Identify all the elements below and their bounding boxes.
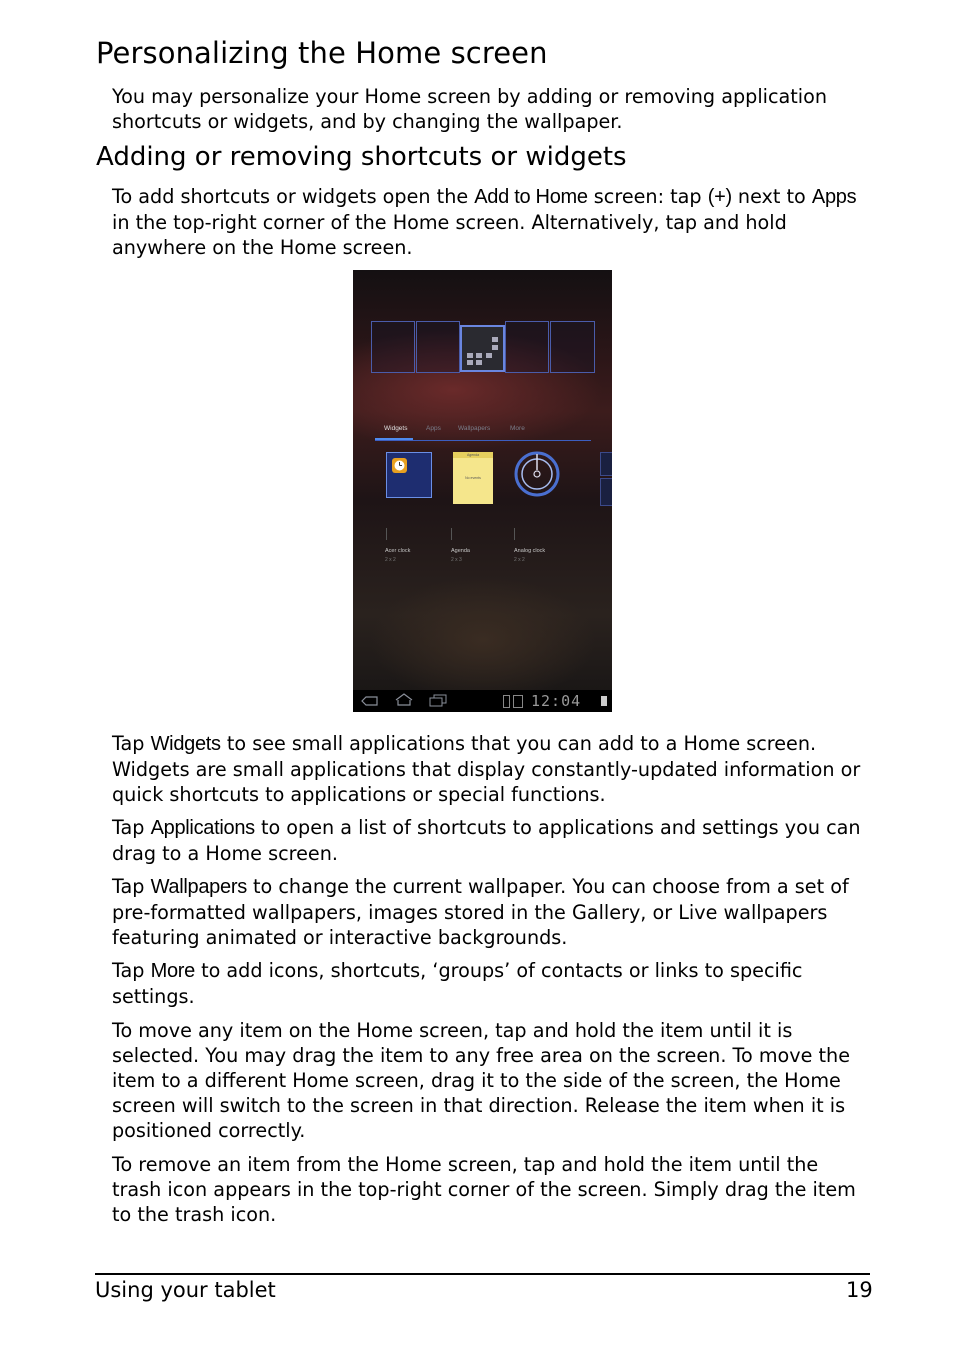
text: next to	[731, 185, 812, 208]
ui-term-widgets: Widgets	[150, 733, 221, 755]
text: Tap	[112, 959, 151, 982]
wallpapers-paragraph	[112, 874, 872, 950]
widget-size: 2 x 2	[385, 557, 396, 563]
tab-wallpapers[interactable]: Wallpapers	[458, 425, 491, 432]
ui-term-more: More	[150, 960, 195, 982]
widgets-paragraph	[112, 731, 872, 807]
system-bar	[353, 690, 612, 712]
agenda-header: Agenda	[453, 452, 493, 458]
intro-paragraph: You may personalize your Home screen by adding or removing application shortcuts or widgets, and by changing the wallpaper.	[112, 85, 828, 133]
move-paragraph: To move any item on the Home screen, tap and hold the item until it is selected. You may drag the item to any free area on the screen. To move the item to a different Home screen, drag it to the side of the screen, the Home screen will switch to the screen in that direction. Release the item when it is positioned correctly.	[112, 1019, 851, 1142]
home-panel	[505, 321, 549, 373]
ui-term-add-to-home: Add to Home	[474, 186, 588, 208]
widget-size: 2 x 3	[451, 557, 462, 563]
next-widget-preview[interactable]	[600, 452, 612, 476]
page-title: Personalizing the Home screen	[96, 36, 548, 70]
text: to add icons, shortcuts, ‘groups’ of contacts or links to specific settings.	[112, 959, 803, 1008]
agenda-text: No events	[465, 476, 481, 480]
widget-label: Agenda	[451, 548, 470, 554]
recent-apps-icon[interactable]	[429, 694, 447, 708]
text: Tap	[112, 816, 151, 839]
ui-term-apps: Apps	[811, 186, 857, 208]
text: to see small applications that you can add to a Home screen. Widgets are small applications that display constantly-updated information or quick shortcuts to applications or special functions.	[112, 732, 861, 806]
widget-label: Analog clock	[514, 548, 546, 554]
ui-term-applications: Applications	[150, 817, 255, 839]
ui-term-wallpapers: Wallpapers	[150, 876, 247, 898]
applications-paragraph	[112, 815, 872, 866]
status-icon	[601, 696, 607, 706]
footer-section: Using your tablet	[95, 1278, 276, 1302]
widget-acer-clock-preview[interactable]	[386, 452, 432, 498]
home-panel-current	[460, 325, 505, 372]
home-icon[interactable]	[395, 693, 413, 707]
ui-term-plus: (+)	[707, 186, 732, 208]
text: To add shortcuts or widgets open the	[112, 185, 475, 208]
home-panel	[416, 321, 460, 373]
widget-label: Acer clock	[385, 548, 411, 554]
text: Tap	[112, 875, 151, 898]
analog-clock-icon[interactable]	[513, 450, 561, 498]
page-number: 19	[846, 1278, 873, 1302]
add-to-home-tabs	[375, 422, 591, 441]
text: to change the current wallpaper. You can choose from a set of pre-formatted wallpapers, images stored in the Gallery, or Live wallpapers featuring animated or interactive backgrounds.	[112, 875, 849, 949]
clock-time: 12:04	[531, 692, 582, 710]
home-panel	[371, 321, 415, 373]
text: to open a list of shortcuts to applications and settings you can drag to a Home screen.	[112, 816, 861, 865]
storage-icon	[513, 695, 523, 708]
home-panel	[550, 321, 595, 373]
widget-agenda-preview[interactable]	[453, 452, 493, 504]
text: Tap	[112, 732, 151, 755]
footer-divider	[95, 1273, 870, 1275]
tab-widgets[interactable]: Widgets	[384, 425, 408, 432]
text: screen: tap	[587, 185, 708, 208]
tab-apps[interactable]: Apps	[426, 425, 441, 432]
acer-clock-icon	[387, 453, 431, 497]
text: in the top-right corner of the Home screen. Alternatively, tap and hold anywhere on the Home screen.	[112, 211, 787, 259]
back-icon[interactable]	[361, 695, 379, 707]
remove-paragraph: To remove an item from the Home screen, tap and hold the item until the trash icon appears in the top-right corner of the screen. Simply drag the item to the trash icon.	[112, 1153, 856, 1226]
section-heading: Adding or removing shortcuts or widgets	[96, 142, 627, 172]
battery-icon	[503, 695, 510, 708]
add-paragraph	[112, 184, 872, 260]
add-to-home-screenshot	[353, 270, 612, 712]
more-paragraph	[112, 958, 872, 1009]
tab-more[interactable]: More	[510, 425, 525, 432]
next-widget-preview[interactable]	[600, 478, 612, 506]
widget-size: 2 x 2	[514, 557, 525, 563]
